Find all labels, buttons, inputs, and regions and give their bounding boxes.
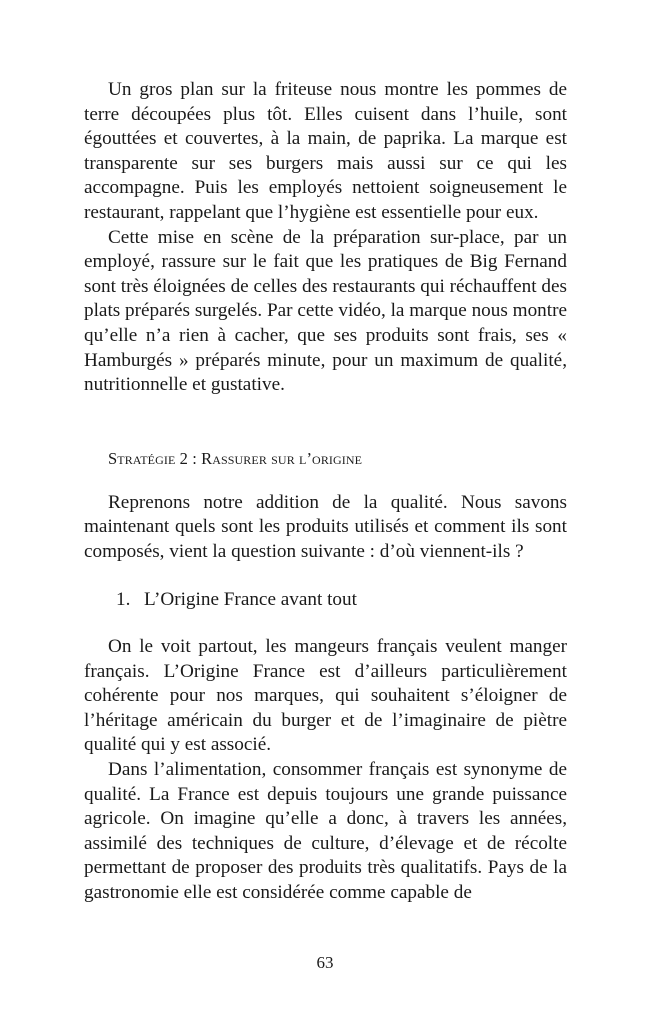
section-heading [84, 448, 567, 470]
paragraph-mangeurs-francais: On le voit partout, les mangeurs français veulent manger français. L’Origine France est d’ailleurs particulièrement cohérente pour nos marques, qui souhaitent s’éloigner de l’héritage américain du burger et de l’imaginaire de piètre qualité qui y est associé. [84, 636, 567, 756]
page-number: 63 [316, 953, 334, 972]
list-item-number: 1. [116, 588, 131, 610]
paragraph-friteuse: Un gros plan sur la friteuse nous montre les pommes de terre découpées plus tôt. Elles cuisent dans l’huile, sont égouttées et couvertes, à la main, de paprika. La marque est transparente sur ses burgers mais aussi sur ce qui les accompagne. Puis les employés nettoient soigneusement le restaurant, rappelant que l’hygiène est essentielle pour eux. [84, 79, 567, 223]
heading-strategy-label: Stratégie 2 : [108, 448, 202, 468]
paragraph-addition-qualite: Reprenons notre addition de la qualité. Nous savons maintenant quels sont les produits utilisés et comment ils sont composés, vient la question suivante : d’où viennent-ils ? [84, 491, 567, 562]
paragraph-alimentation: Dans l’alimentation, consommer français est synonyme de qualité. La France est depuis toujours une grande puissance agricole. On imagine qu’elle a donc, à travers les années, assimilé des techniques de culture, d’élevage et de récolte permettant de proposer des produits très qualitatifs. Pays de la gastronomie elle est considérée comme capable de [84, 759, 567, 904]
list-item-text: L’Origine France avant tout [144, 588, 357, 610]
heading-title: Rassurer sur l’origine [201, 448, 363, 468]
paragraph-mise-en-scene: Cette mise en scène de la préparation sur-place, par un employé, rassure sur le fait que les pratiques de Big Fernand sont très éloignées de celles des restaurants qui réchauffent des plats préparés surgelés. Par cette vidéo, la marque nous montre qu’elle n’a rien à cacher, que ses produits sont frais, ses « Hamburgés » préparés minute, pour un maximum de qualité, nutritionnelle et gustative. [84, 226, 567, 396]
list-item-origine-france [84, 588, 567, 613]
page-body [84, 78, 567, 906]
